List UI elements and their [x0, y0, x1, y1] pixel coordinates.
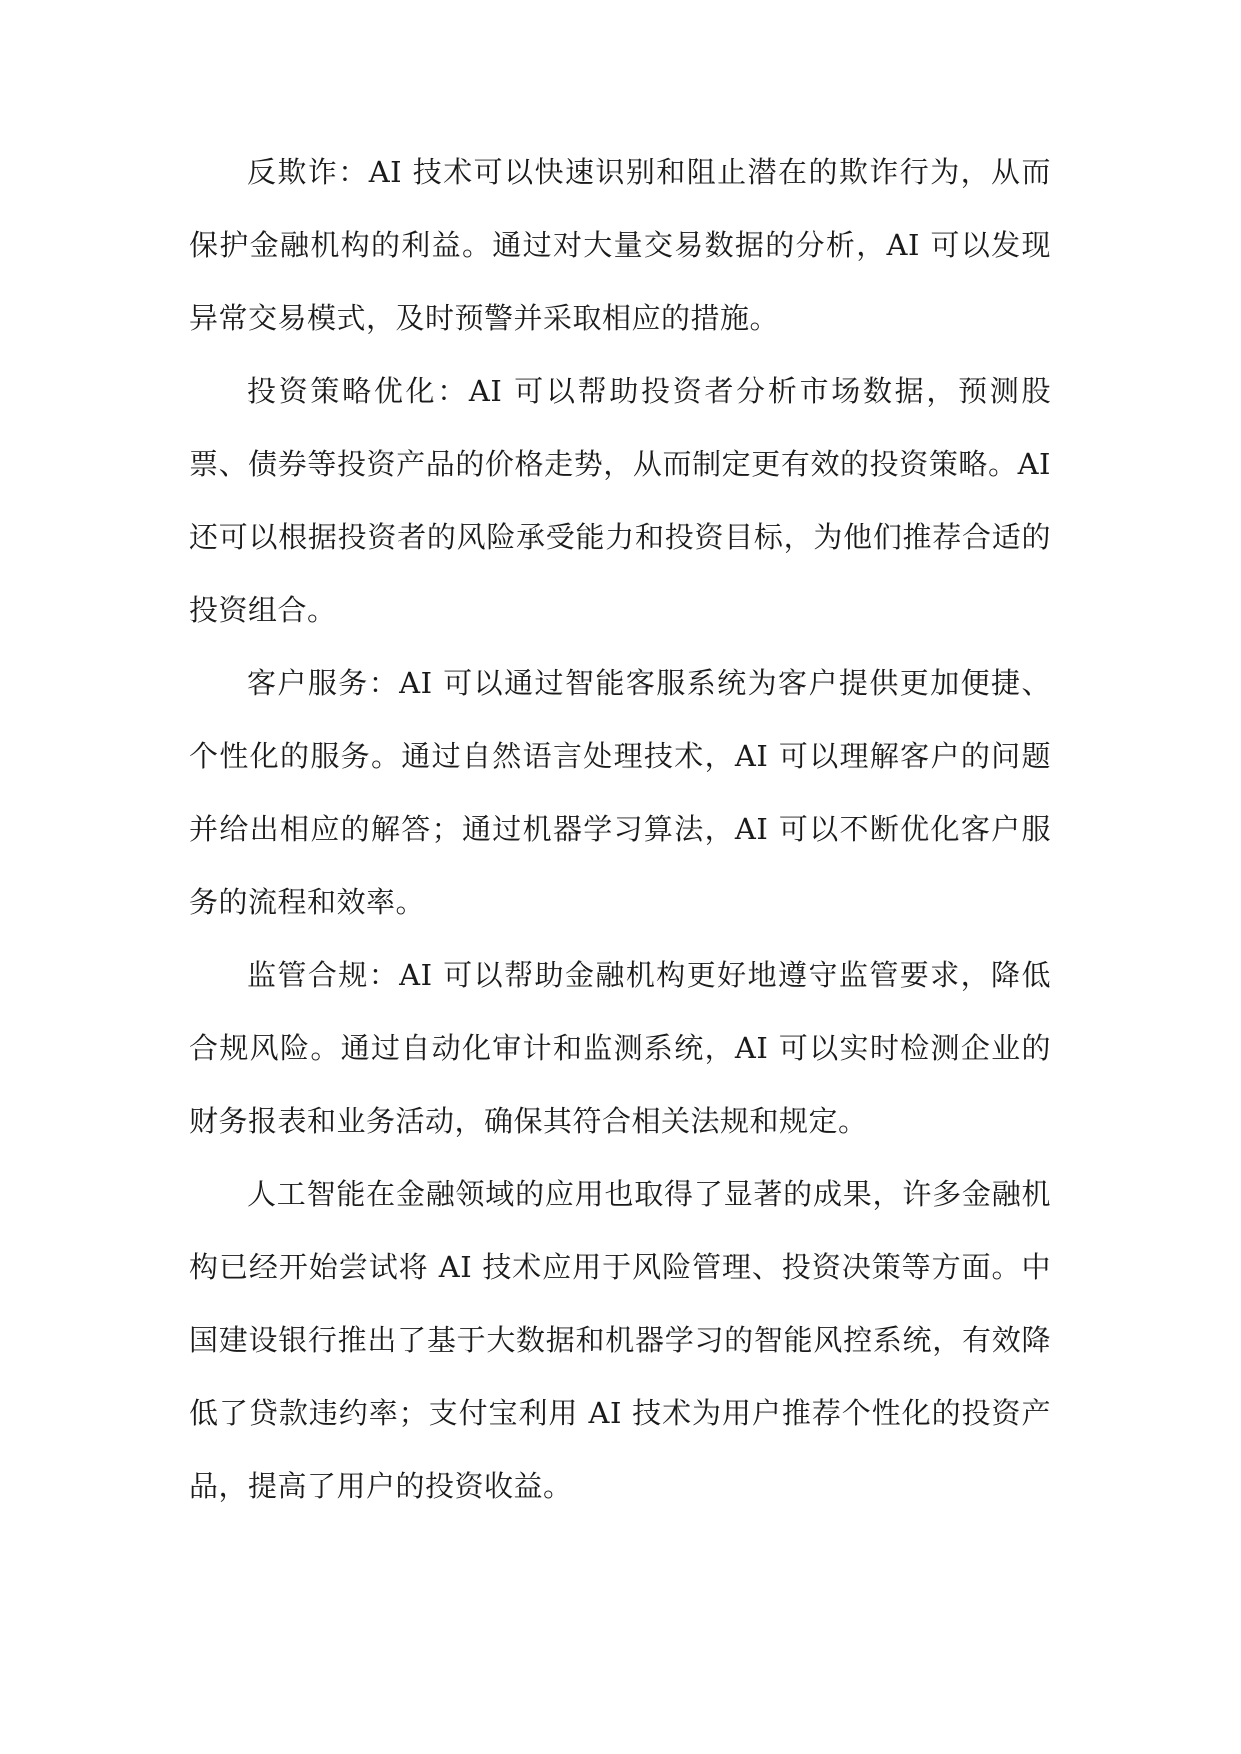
paragraph-regulatory-compliance: 监管合规：AI 可以帮助金融机构更好地遵守监管要求，降低合规风险。通过自动化审计和监测系统，AI 可以实时检测企业的财务报表和业务活动，确保其符合相关法规和规定。: [189, 958, 1051, 1138]
paragraph-anti-fraud: 反欺诈：AI 技术可以快速识别和阻止潜在的欺诈行为，从而保护金融机构的利益。通过对大量交易数据的分析，AI 可以发现异常交易模式，及时预警并采取相应的措施。: [189, 155, 1051, 335]
paragraph-customer-service: 客户服务：AI 可以通过智能客服系统为客户提供更加便捷、个性化的服务。通过自然语言处理技术，AI 可以理解客户的问题并给出相应的解答；通过机器学习算法，AI 可以不断优化客户服务的流程和效率。: [189, 666, 1051, 919]
document-body: [189, 136, 1051, 1523]
paragraph-investment-strategy: 投资策略优化：AI 可以帮助投资者分析市场数据，预测股票、债券等投资产品的价格走势，从而制定更有效的投资策略。AI 还可以根据投资者的风险承受能力和投资目标，为他们推荐合适的投资组合。: [189, 374, 1051, 627]
paragraph-ai-finance-achievements: 人工智能在金融领域的应用也取得了显著的成果，许多金融机构已经开始尝试将 AI 技术应用于风险管理、投资决策等方面。中国建设银行推出了基于大数据和机器学习的智能风控系统，有效降低了贷款违约率；支付宝利用 AI 技术为用户推荐个性化的投资产品，提高了用户的投资收益。: [189, 1177, 1051, 1503]
